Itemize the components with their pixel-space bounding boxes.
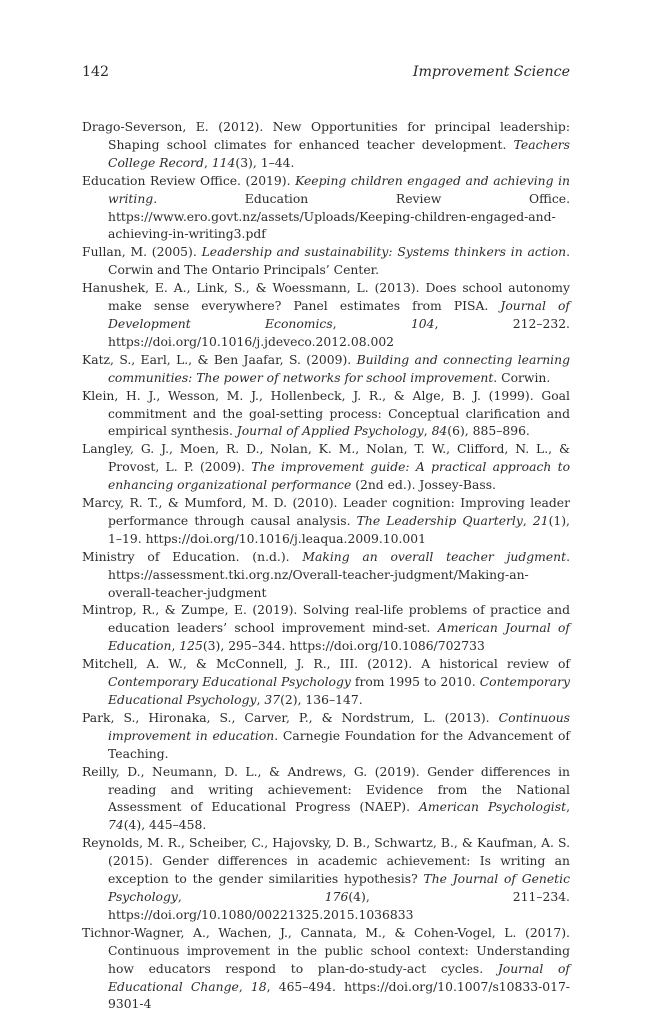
reference-text-segment: Fullan, M. (2005). bbox=[82, 245, 202, 260]
reference-text-segment: Park, S., Hironaka, S., Carver, P., & Nordstrum, L. (2013). bbox=[82, 710, 499, 725]
reference-text-segment: Education Review Office. (2019). bbox=[82, 173, 296, 188]
reference-text-segment: from 1995 to 2010. bbox=[350, 675, 480, 690]
reference-text-segment: , 465–494. https://doi.org/10.1007/s10833-017-9301-4 bbox=[108, 979, 570, 1012]
reference-italic-segment: 37 bbox=[264, 693, 281, 707]
reference-italic-segment: 114 bbox=[211, 155, 236, 170]
reference-text-segment: (4), 445–458. bbox=[123, 818, 207, 833]
reference-text-segment: (2), 136–147. bbox=[280, 693, 363, 707]
reference-text-segment: Katz, S., Earl, L., & Ben Jaafar, S. (2009). bbox=[82, 352, 357, 367]
reference-list bbox=[82, 119, 570, 1014]
reference-text-segment: (6), 885–896. bbox=[447, 424, 530, 439]
reference-text-segment: , bbox=[423, 424, 432, 439]
reference-italic-segment: Keeping children engaged and achieving in writing bbox=[108, 173, 570, 206]
reference-entry bbox=[82, 280, 570, 352]
reference-italic-segment: 74 bbox=[108, 818, 124, 833]
reference-text-segment: . Carnegie Foundation for the Advancement of Teaching. bbox=[108, 728, 570, 761]
reference-text-segment: (1), 1–19. https://doi.org/10.1016/j.leaqua.2009.10.001 bbox=[108, 513, 570, 546]
reference-entry bbox=[82, 441, 570, 495]
page-header bbox=[82, 64, 570, 80]
reference-italic-segment: 104 bbox=[410, 316, 435, 331]
reference-text-segment: Reilly, D., Neumann, D. L., & Andrews, G. (2019). Gender differences in reading and writing achievement: Evidence from the National Assessment of Educational Progress (NAEP). bbox=[82, 764, 570, 815]
reference-text-segment: (4), 211–234. https://doi.org/10.1080/00221325.2015.1036833 bbox=[108, 889, 570, 922]
reference-text-segment: (3), 295–344. https://doi.org/10.1086/702733 bbox=[202, 639, 485, 654]
page-number: 142 bbox=[82, 64, 110, 80]
reference-entry bbox=[82, 835, 570, 925]
reference-text-segment: , bbox=[203, 155, 212, 170]
reference-text-segment: Langley, G. J., Moen, R. D., Nolan, K. M., Nolan, T. W., Clifford, N. L., & Provost, L. P. (2009). bbox=[82, 442, 570, 475]
reference-entry bbox=[82, 173, 570, 245]
reference-italic-segment: 18 bbox=[250, 979, 267, 994]
reference-italic-segment: 176 bbox=[324, 889, 349, 904]
reference-text-segment: Klein, H. J., Wesson, M. J., Hollenbeck, J. R., & Alge, B. J. (1999). Goal commitment and the goal-setting process: Conceptual clarification and empirical synthesis. bbox=[82, 388, 570, 439]
reference-entry bbox=[82, 119, 570, 173]
reference-text-segment: . Corwin. bbox=[493, 370, 551, 385]
reference-text-segment: , bbox=[238, 979, 251, 994]
reference-italic-segment: Leadership and sustainability: Systems thinkers in action bbox=[201, 245, 567, 260]
reference-italic-segment: Teachers College Record bbox=[108, 137, 570, 170]
reference-entry bbox=[82, 495, 570, 549]
reference-text-segment: , bbox=[522, 513, 533, 528]
reference-italic-segment: Building and connecting learning communities: The power of networks for school improvement bbox=[108, 352, 570, 385]
running-title: Improvement Science bbox=[412, 64, 570, 80]
reference-italic-segment: American Journal of Education bbox=[108, 621, 570, 654]
reference-entry bbox=[82, 764, 570, 836]
reference-text-segment: . Education Review Office. https://www.ero.govt.nz/assets/Uploads/Keeping-children-engaged-and-achieving-in-writing3.pdf bbox=[108, 191, 570, 242]
reference-text-segment: , bbox=[332, 316, 411, 331]
reference-text-segment: , bbox=[177, 889, 325, 904]
reference-text-segment: (2nd ed.). Jossey-Bass. bbox=[351, 478, 496, 493]
reference-text-segment: , bbox=[256, 693, 265, 707]
reference-italic-segment: The Journal of Genetic Psychology bbox=[108, 872, 570, 904]
reference-text-segment: Hanushek, E. A., Link, S., & Woessmann, L. (2013). Does school autonomy make sense everywhere? Panel estimates from PISA. bbox=[82, 281, 570, 314]
reference-text-segment: Ministry of Education. (n.d.). bbox=[82, 549, 303, 564]
reference-italic-segment: The Leadership Quarterly bbox=[356, 513, 523, 528]
reference-text-segment: , bbox=[171, 639, 180, 654]
reference-entry bbox=[82, 352, 570, 388]
reference-italic-segment: 84 bbox=[431, 424, 448, 439]
reference-italic-segment: Continuous improvement in education bbox=[108, 710, 570, 743]
reference-italic-segment: American Psychologist bbox=[419, 800, 567, 815]
reference-entry bbox=[82, 602, 570, 656]
reference-entry bbox=[82, 925, 570, 1014]
reference-entry bbox=[82, 244, 570, 280]
reference-italic-segment: Making an overall teacher judgment bbox=[302, 549, 567, 564]
reference-italic-segment: Journal of Educational Change bbox=[108, 961, 570, 994]
reference-text-segment: . https://assessment.tki.org.nz/Overall-teacher-judgment/Making-an-overall-teacher-judgment bbox=[108, 549, 571, 600]
reference-text-segment: (3), 1–44. bbox=[235, 155, 295, 170]
reference-text-segment: Mintrop, R., & Zumpe, E. (2019). Solving real-life problems of practice and education leaders’ school improvement mind-set. bbox=[82, 603, 570, 636]
reference-text-segment: Reynolds, M. R., Scheiber, C., Hajovsky, D. B., Schwartz, B., & Kaufman, A. S. (2015). Gender differences in academic achievement: Is writing an exception to the gender similarities hypothesis? bbox=[82, 836, 570, 887]
reference-text-segment: Mitchell, A. W., & McConnell, J. R., III. (2012). A historical review of bbox=[82, 657, 570, 672]
reference-italic-segment: The improvement guide: A practical approach to enhancing organizational performance bbox=[108, 460, 570, 493]
reference-text-segment: Tichnor-Wagner, A., Wachen, J., Cannata, M., & Cohen-Vogel, L. (2017). Continuous improvement in the public school context: Understanding how educators respond to plan-do-study-act cycles. bbox=[82, 925, 570, 976]
reference-entry bbox=[82, 388, 570, 442]
reference-text-segment: Drago-Severson, E. (2012). New Opportunities for principal leadership: Shaping school climates for enhanced teacher development. bbox=[82, 120, 570, 152]
reference-entry bbox=[82, 710, 570, 764]
reference-entry bbox=[82, 656, 570, 710]
reference-italic-segment: Journal of Development Economics bbox=[108, 299, 570, 331]
reference-italic-segment: Contemporary Educational Psychology bbox=[108, 675, 570, 707]
reference-text-segment: . Corwin and The Ontario Principals’ Center. bbox=[108, 245, 571, 278]
reference-italic-segment: 125 bbox=[179, 639, 203, 654]
reference-entry bbox=[82, 549, 570, 603]
reference-italic-segment: 21 bbox=[532, 513, 549, 528]
reference-italic-segment: Journal of Applied Psychology bbox=[236, 424, 424, 439]
reference-text-segment: , bbox=[566, 800, 570, 815]
reference-italic-segment: Contemporary Educational Psychology bbox=[108, 675, 351, 690]
reference-text-segment: , 212–232. https://doi.org/10.1016/j.jdeveco.2012.08.002 bbox=[108, 316, 570, 349]
reference-text-segment: Marcy, R. T., & Mumford, M. D. (2010). Leader cognition: Improving leader performance through causal analysis. bbox=[82, 496, 570, 528]
